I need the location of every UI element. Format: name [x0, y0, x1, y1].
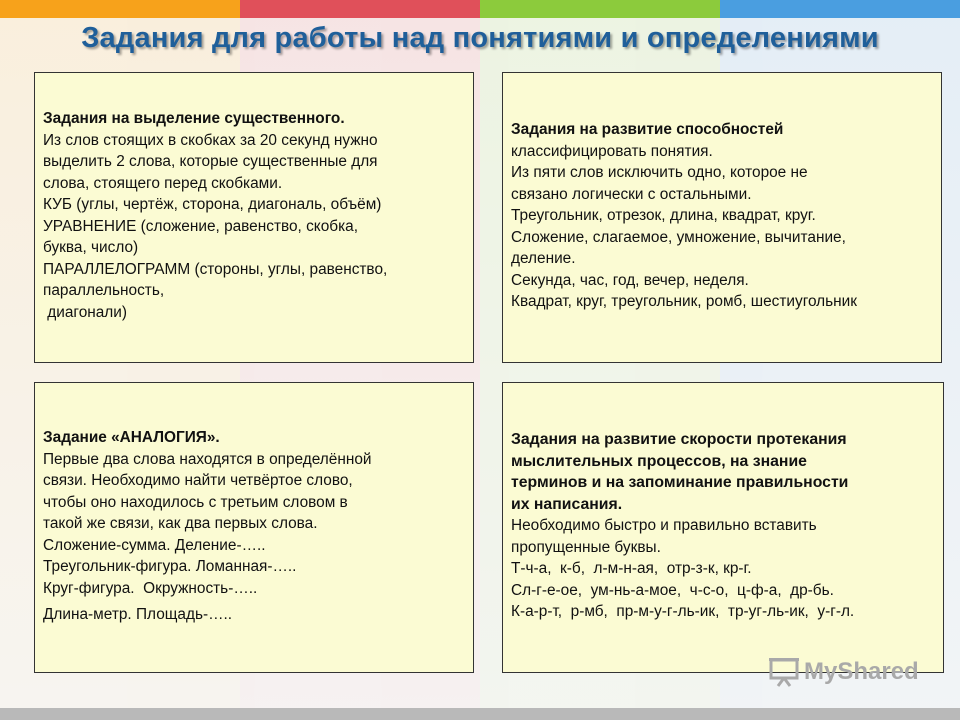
box-line: выделить 2 слова, которые существенные для — [43, 153, 378, 170]
box-line: Сл-г-е-ое, ум-нь-а-мое, ч-с-о, ц-ф-а, др-бь. — [511, 581, 834, 599]
box-line: буква, число) — [43, 239, 139, 256]
box-line: К-а-р-т, р-мб, пр-м-у-г-ль-ик, тр-уг-ль-ик, у-г-л. — [511, 603, 855, 620]
box-line: чтобы оно находилось с третьим словом в — [43, 493, 348, 511]
box-heading: Задания на выделение существенного. — [43, 110, 345, 127]
box-heading: Задания на развитие скорости протекания — [511, 431, 847, 448]
presentation-icon — [768, 656, 800, 688]
box-line: параллельность, — [43, 282, 165, 299]
box-line: такой же связи, как два первых слова. — [43, 515, 318, 532]
bottom-bar — [0, 708, 960, 720]
box-line: пропущенные буквы. — [511, 538, 661, 556]
top-color-bar — [0, 0, 960, 18]
box-line: Необходимо быстро и правильно вставить — [511, 517, 817, 534]
box-line: Треугольник, отрезок, длина, квадрат, круг. — [511, 207, 816, 224]
box-line: Секунда, час, год, вечер, неделя. — [511, 271, 749, 289]
box-line: слова, стоящего перед скобками. — [43, 174, 283, 192]
box-line: УРАВНЕНИЕ (сложение, равенство, скобка, — [43, 217, 358, 235]
box-line: Длина-метр. Площадь-….. — [43, 606, 233, 623]
box-line: Т-ч-а, к-б, л-м-н-ая, отр-з-к, кр-г. — [511, 560, 752, 577]
box-line: связано логически с остальными. — [511, 185, 752, 203]
task-box-essential — [34, 72, 474, 363]
box-line: Из слов стоящих в скобках за 20 секунд нужно — [43, 131, 378, 149]
task-box-analogy — [34, 382, 474, 673]
box-line: Из пяти слов исключить одно, которое не — [511, 164, 808, 181]
page-title: Задания для работы над понятиями и определениями — [81, 22, 879, 54]
myshared-logo — [768, 656, 919, 688]
box-line: ПАРАЛЛЕЛОГРАММ (стороны, углы, равенство, — [43, 260, 388, 278]
box-line: Сложение, слагаемое, умножение, вычитание, — [511, 228, 846, 246]
box-line: Квадрат, круг, треугольник, ромб, шестиугольник — [511, 293, 858, 310]
box-line: Круг-фигура. Окружность-….. — [43, 579, 258, 597]
task-box-classification — [502, 72, 942, 363]
box-heading: Задания на развитие способностей — [511, 121, 784, 138]
box-line: Сложение-сумма. Деление-….. — [43, 536, 266, 554]
box-line: связи. Необходимо найти четвёртое слово, — [43, 472, 353, 489]
box-line: диагонали) — [43, 303, 128, 321]
box-heading: мыслительных процессов, на знание — [511, 452, 807, 470]
box-heading: Задание «АНАЛОГИЯ». — [43, 429, 220, 446]
box-line: КУБ (углы, чертёж, сторона, диагональ, объём) — [43, 196, 382, 213]
box-line: Треугольник-фигура. Ломанная-….. — [43, 558, 297, 575]
logo-text: MyShared — [804, 658, 919, 685]
box-heading: их написания. — [511, 495, 623, 513]
box-line: деление. — [511, 250, 576, 267]
task-box-speed — [502, 382, 944, 673]
box-line: классифицировать понятия. — [511, 142, 713, 160]
box-line: Первые два слова находятся в определённой — [43, 450, 372, 468]
box-heading: терминов и на запоминание правильности — [511, 474, 849, 491]
